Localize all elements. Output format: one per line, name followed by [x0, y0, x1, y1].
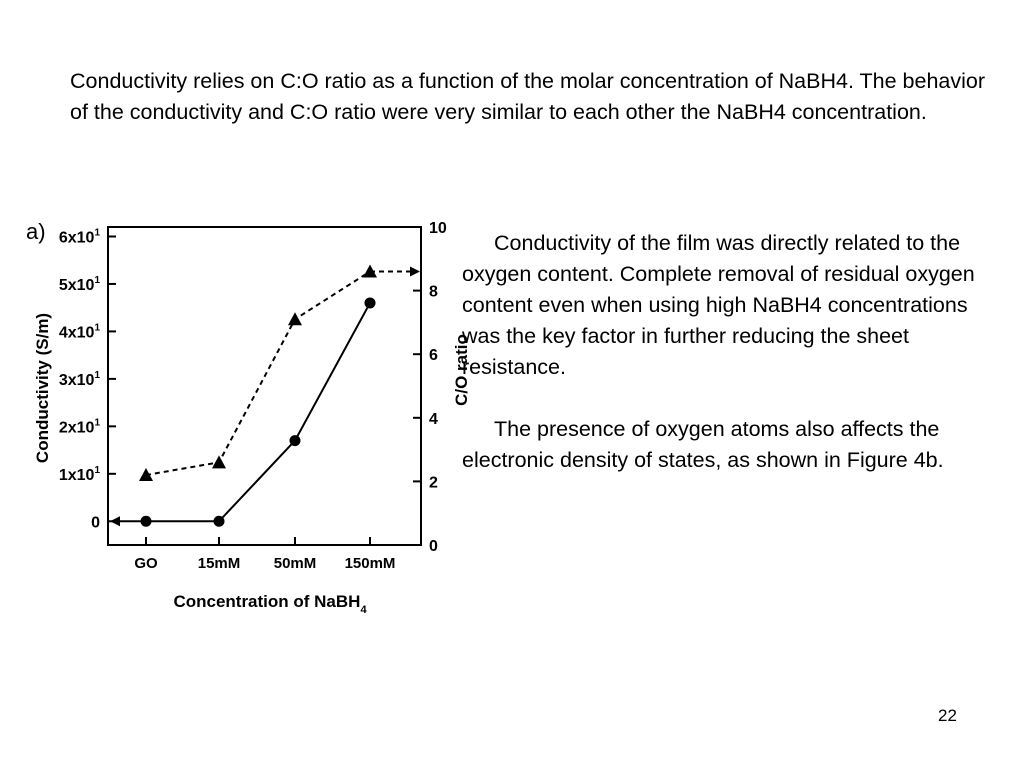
- slide-number: 22: [938, 706, 957, 725]
- conductivity-co-ratio-chart: [20, 205, 471, 625]
- x-axis-label: [173, 592, 367, 616]
- left-tick-label-base: 4x10: [58, 324, 95, 342]
- conductivity-axis-arrowhead: [110, 516, 120, 526]
- panel-label: a): [26, 219, 46, 244]
- co-ratio-point: [288, 312, 302, 325]
- left-tick-label: [59, 227, 101, 246]
- left-tick-label: [59, 465, 101, 484]
- x-tick-label: 50mM: [273, 555, 317, 572]
- left-tick-label: [59, 370, 101, 389]
- x-axis-label-sub: 4: [360, 604, 367, 616]
- right-tick-label: 0: [429, 538, 438, 555]
- left-tick-label-base: 5x10: [58, 276, 95, 294]
- conductivity-point: [365, 297, 376, 308]
- x-tick-label: 150mM: [344, 555, 396, 572]
- right-tick-label: 10: [429, 220, 447, 237]
- left-axis-label: Conductivity (S/m): [33, 312, 52, 464]
- left-tick-label: [91, 514, 100, 531]
- left-tick-label-base: 2x10: [58, 419, 95, 437]
- co-ratio-axis-arrowhead: [410, 267, 420, 277]
- right-tick-label: 8: [429, 283, 438, 301]
- conductivity-point: [214, 516, 225, 527]
- explanation-paragraph-2-text: The presence of oxygen atoms also affects the electronic density of states, as shown in Figure 4b.: [462, 417, 946, 472]
- x-tick-label: 15mM: [197, 555, 241, 572]
- left-tick-label-exponent: 1: [94, 417, 100, 429]
- explanation-paragraph-1-text: Conductivity of the film was directly related to the oxygen content. Complete removal of residual oxygen content even when using high NaBH4 concentrations was the key factor in further reducing the sheet resistance.: [462, 231, 981, 379]
- right-axis-label: C/O ratio: [452, 334, 471, 406]
- right-tick-label: 2: [429, 474, 438, 492]
- conductivity-point: [290, 435, 301, 446]
- left-tick-label: [59, 417, 101, 436]
- explanation-paragraph-1: [462, 228, 1002, 383]
- co-ratio-point: [212, 455, 226, 468]
- right-tick-label: 4: [429, 410, 438, 428]
- left-tick-label-base: 1x10: [58, 466, 95, 484]
- left-tick-label-exponent: 1: [94, 464, 100, 476]
- series-layer: [139, 265, 377, 527]
- left-tick-label-exponent: 1: [94, 274, 100, 286]
- left-tick-label-base: 3x10: [58, 371, 95, 389]
- explanation-paragraph-2: [462, 414, 1002, 476]
- left-tick-label-exponent: 1: [94, 227, 100, 239]
- c-o-ratio-line: [146, 272, 370, 476]
- x-axis-ticks: [134, 537, 395, 572]
- x-tick-label: GO: [134, 555, 158, 572]
- right-tick-label: 6: [429, 347, 438, 365]
- intro-text: Conductivity relies on C:O ratio as a function of the molar concentration of NaBH4. The behavior of the conductivity and C:O ratio were very similar to each other the NaBH4 concentration.: [70, 69, 986, 124]
- left-tick-label: [59, 322, 101, 341]
- left-tick-label: [59, 275, 101, 294]
- conductivity-line: [146, 303, 370, 521]
- right-axis-ticks: [413, 220, 447, 555]
- chart-svg: [20, 205, 471, 625]
- left-tick-label-base: 0: [91, 514, 100, 532]
- explanation-text: [462, 228, 1002, 476]
- left-tick-label-exponent: 1: [94, 322, 100, 334]
- x-axis-label-main: Concentration of NaBH: [173, 592, 361, 611]
- left-tick-label-exponent: 1: [94, 369, 100, 381]
- left-tick-label-base: 6x10: [58, 229, 95, 247]
